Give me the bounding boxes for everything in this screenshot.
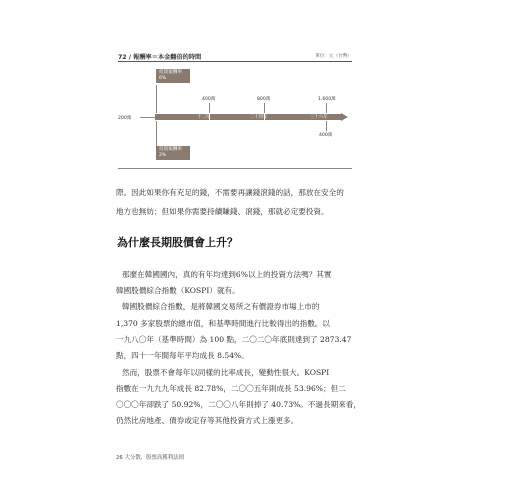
start-amount: 200萬	[118, 116, 132, 121]
milestone-1-connector	[209, 103, 210, 113]
milestone-3-amount: 1,600萬	[318, 97, 336, 102]
paragraph-1-line-1: 際。因此如果你有充足的錢，不需要再讓錢滾錢的話，那放在安全的	[116, 188, 344, 197]
milestone-2-year: 二十四年	[250, 115, 268, 120]
paragraph-3-line-4: 點，四十一年間每年平均成長 8.54%。	[116, 351, 249, 360]
low-amount-connector	[326, 121, 327, 131]
paragraph-3-line-3: 一九八〇年（基準時間）為 100 點，二〇二〇年底則達到了 2873.47	[116, 335, 352, 344]
section-heading: 為什麼長期股價會上升？	[117, 236, 238, 249]
milestone-3-year: 三十六年	[310, 115, 328, 120]
milestone-1-amount: 400萬	[202, 97, 216, 102]
milestone-1-year: 十二年	[197, 115, 211, 120]
paragraph-3-line-2: 1,370 多家股票的總市值，和基準時間進行比較得出的指數。以	[116, 319, 330, 328]
tag-return-6pct	[156, 69, 190, 83]
paragraph-1-line-2: 地方也無妨；但如果你需要持續賺錢、滾錢，那就必定要投資。	[116, 207, 329, 216]
paragraph-3-line-1: 韓國股價綜合指數，是將韓國交易所之有價證券市場上市的	[122, 302, 320, 311]
paragraph-2-line-2: 韓國股價綜合指數（KOSPI）就有。	[116, 286, 240, 295]
page-footer: 26 大分散，股票高獲利法則	[116, 455, 184, 461]
start-connector	[140, 117, 155, 118]
paragraph-4-line-3: 〇〇〇年卻跌了 50.92%，二〇〇八年則掉了 40.73%。不過長期來看，	[116, 400, 361, 409]
doubling-time-figure	[118, 52, 352, 170]
tag-return-2pct-name: 投資報酬率	[159, 147, 182, 152]
paragraph-4-line-2: 指數在一九九九年成長 82.78%，二〇〇五年則成長 53.96%；但二	[116, 384, 346, 393]
tag-return-6pct-name: 投資報酬率	[159, 70, 182, 75]
low-rate-amount: 400萬	[319, 133, 333, 138]
figure-bottom-rule	[118, 168, 352, 169]
figure-unit: 單位：元（台幣）	[315, 54, 352, 59]
paragraph-2-line-1: 那麼在韓國國內，真的有年均達到6%以上的投資方法嗎？其實	[122, 270, 332, 279]
milestone-3-connector	[326, 103, 327, 113]
connector-6pct	[156, 85, 157, 113]
paragraph-4-line-1: 然而，股票不會每年以同樣的比率成長，變動性很大。KOSPI	[122, 368, 330, 377]
tag-return-2pct	[156, 146, 190, 160]
tag-return-6pct-rate: 6%	[159, 76, 167, 81]
milestone-2-amount: 800萬	[257, 97, 271, 102]
figure-top-rule	[118, 61, 352, 62]
milestone-2-connector	[264, 103, 265, 113]
tag-return-2pct-rate: 2%	[159, 153, 167, 158]
paragraph-4-line-4: 仍然比房地產、債券或定存等其他投資方式上漲更多。	[116, 416, 299, 425]
figure-title: 72 / 報酬率＝本金翻倍的時間	[118, 54, 202, 61]
connector-2pct	[156, 121, 157, 146]
